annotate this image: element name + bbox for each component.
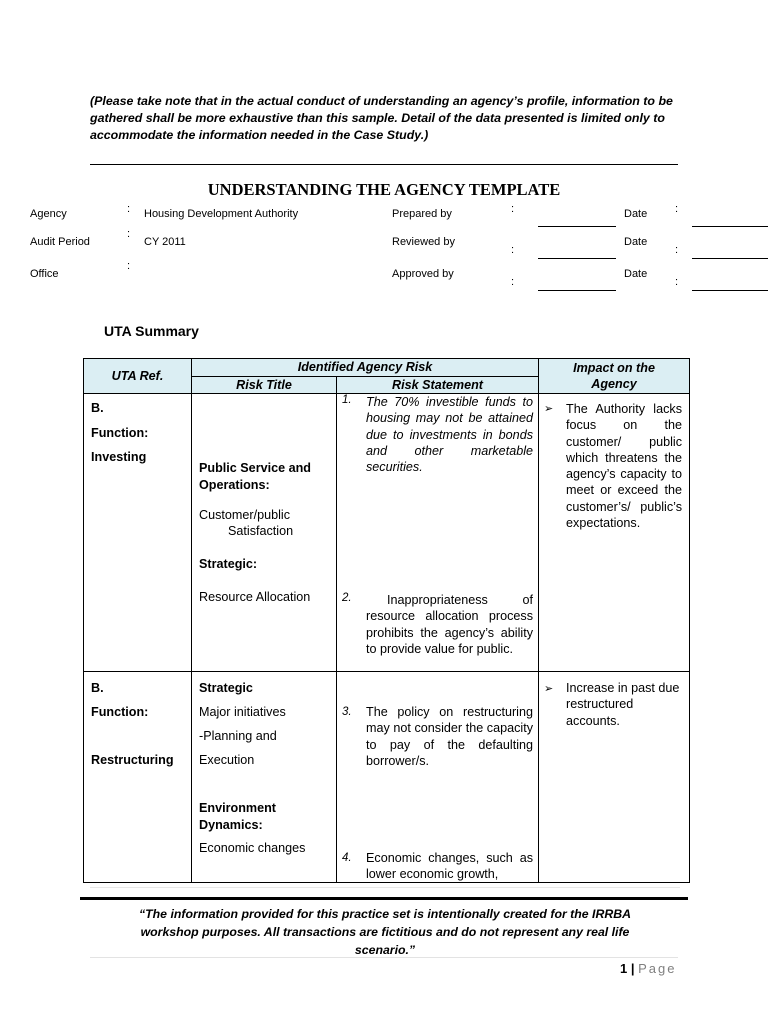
risk-title-item: Satisfaction [228,524,294,538]
page-title: UNDERSTANDING THE AGENCY TEMPLATE [207,180,561,199]
risk-title-item: Customer/public [199,508,290,522]
colon: : [127,260,131,272]
risk-title-heading: Strategic [199,681,253,695]
header-risk-title: Risk Title [192,377,337,394]
ref-function-label: Function: [91,426,149,440]
table-row [84,672,690,883]
ref-function-name: Restructuring [91,753,174,767]
bullet-arrow-icon: ➢ [544,403,554,415]
risk-statement-cell [337,394,539,672]
risk-statement: The 70% investible funds to housing may not be attained due to investments in bonds and other marketable securities. [366,395,533,475]
date-line [692,290,768,291]
reviewed-by-line [538,258,616,259]
divider [90,164,678,165]
page-word: Page [638,961,677,976]
colon: : [127,203,131,215]
risk-statement: The policy on restructuring may not consider the capacity to pay of the defaulting borrower/s. [366,705,533,768]
section-heading: UTA Summary [104,323,199,339]
agency-label: Agency [30,208,67,220]
bullet-arrow-icon: ➢ [544,683,554,695]
approved-by-label: Approved by [392,268,454,280]
impact-cell [539,394,690,672]
risk-title-item: Execution [199,753,255,767]
office-label: Office [30,268,59,280]
impact-cell [539,672,690,883]
impact-text: The Authority lacks focus on the customer/ public which threatens the agency’s capacity to meet or exceed the customer’s/ public’s expectations. [566,402,683,531]
colon: : [675,276,679,288]
date-line [692,258,768,259]
header-identified-risk: Identified Agency Risk [192,359,539,377]
risk-title-cell [192,672,337,883]
colon: : [127,228,131,240]
colon: : [675,203,679,215]
statement-number: 4. [342,852,352,864]
footer-disclaimer: “The information provided for this practice set is intentionally created for the IRRBA workshop purposes. All transactions are fictitious and do not represent any real life scenario.” [139,907,631,957]
risk-statement: Economic changes, such as lower economic growth, [366,851,533,882]
agency-value: Housing Development Authority [144,208,299,220]
colon: : [675,244,679,256]
impact-text: Increase in past due restructured accounts. [566,681,680,728]
divider [90,957,678,958]
colon: : [511,203,515,215]
uta-ref-cell [84,394,192,672]
disclaimer-note: (Please take note that in the actual conduct of understanding an agency’s profile, information to be gathered shall be more exhaustive than this sample. Detail of the data presented is limited only to accommodate the information needed in the Case Study.) [90,94,673,142]
ref-function-name: Investing [91,450,147,464]
audit-period-label: Audit Period [30,236,90,248]
colon: : [511,244,515,256]
risk-title-item: Resource Allocation [199,590,311,604]
risk-title-heading: Strategic: [199,557,258,571]
date-label: Date [624,208,648,220]
header-impact: Impact on the Agency [539,359,690,394]
page-number [620,961,677,976]
table-row [84,394,690,672]
header-risk-statement: Risk Statement [337,377,539,394]
prepared-by-line [538,226,616,227]
colon: : [511,276,515,288]
footer-rule [80,897,688,900]
date-label: Date [624,236,648,248]
audit-period-value: CY 2011 [144,236,186,248]
statement-number: 1. [342,394,352,406]
page-number-value: 1 [620,961,628,976]
risk-title-item: Major initiatives [199,705,286,719]
uta-ref-cell [84,672,192,883]
risk-title-item: Economic changes [199,841,306,855]
risk-title-item: -Planning and [199,729,277,743]
statement-number: 3. [342,706,352,718]
risk-title-cell [192,394,337,672]
statement-number: 2. [342,592,352,604]
ref-letter: B. [91,401,104,415]
approved-by-line [538,290,616,291]
date-line [692,226,768,227]
header-uta-ref: UTA Ref. [84,359,192,394]
page-separator: | [630,961,635,976]
risk-statement: Inappropriateness of resource allocation process prohibits the agency’s ability to provide value for public. [366,593,533,656]
prepared-by-label: Prepared by [392,208,452,220]
ref-function-label: Function: [91,705,149,719]
date-label: Date [624,268,648,280]
risk-title-heading: Public Service and Operations: [199,461,311,492]
ref-letter: B. [91,681,104,695]
divider [90,887,680,888]
uta-summary-table [83,358,690,883]
reviewed-by-label: Reviewed by [392,236,455,248]
risk-title-heading: Environment Dynamics: [199,801,276,832]
risk-statement-cell [337,672,539,883]
